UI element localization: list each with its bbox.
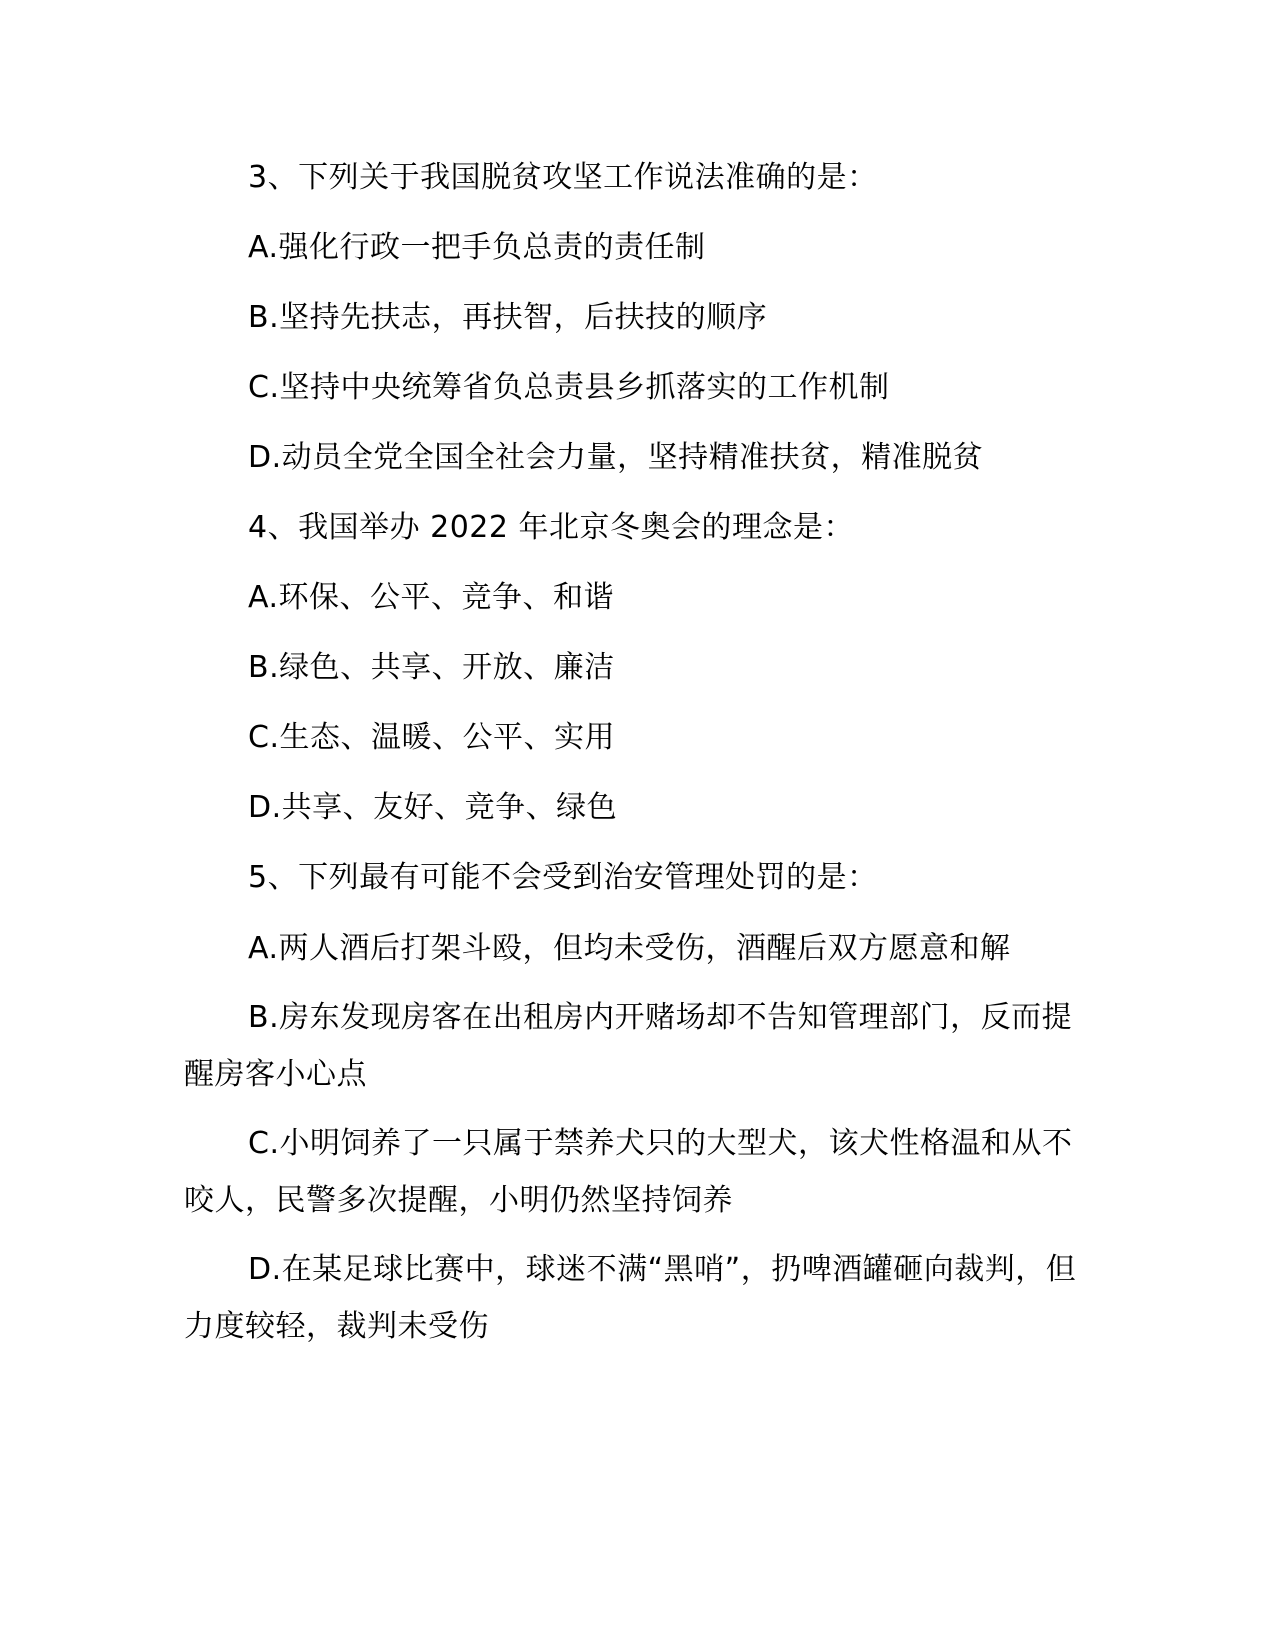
question-3-option-a: A.强化行政一把手负总责的责任制: [248, 230, 706, 265]
question-5-option-c: C.小明饲养了一只属于禁养犬只的大型犬，该犬性格温和从不咬人，民警多次提醒，小明仍然坚持饲养: [184, 1126, 1073, 1218]
document-body: [184, 150, 1084, 1367]
question-4-option-a: A.环保、公平、竞争、和谐: [248, 580, 615, 615]
question-4-option-d: D.共享、友好、竞争、绿色: [248, 790, 618, 825]
question-3-stem: 3、下列关于我国脱贫攻坚工作说法准确的是：: [248, 160, 878, 195]
question-4-stem: 4、我国举办 2022 年北京冬奥会的理念是：: [248, 510, 855, 545]
question-5-option-d: D.在某足球比赛中，球迷不满“黑哨”，扔啤酒罐砸向裁判，但力度较轻，裁判未受伤: [184, 1252, 1077, 1344]
question-4-option-b: B.绿色、共享、开放、廉洁: [248, 650, 615, 685]
question-5-option-b: B.房东发现房客在出租房内开赌场却不告知管理部门，反而提醒房客小心点: [184, 1000, 1073, 1092]
question-3-option-d: D.动员全党全国全社会力量，坚持精准扶贫，精准脱贫: [248, 440, 984, 475]
question-5-stem: 5、下列最有可能不会受到治安管理处罚的是：: [248, 860, 878, 895]
question-3-option-c: C.坚持中央统筹省负总责县乡抓落实的工作机制: [248, 370, 890, 405]
question-5-option-a: A.两人酒后打架斗殴，但均未受伤，酒醒后双方愿意和解: [248, 931, 1011, 966]
question-4-option-c: C.生态、温暖、公平、实用: [248, 720, 615, 755]
question-3-option-b: B.坚持先扶志，再扶智，后扶技的顺序: [248, 300, 768, 335]
